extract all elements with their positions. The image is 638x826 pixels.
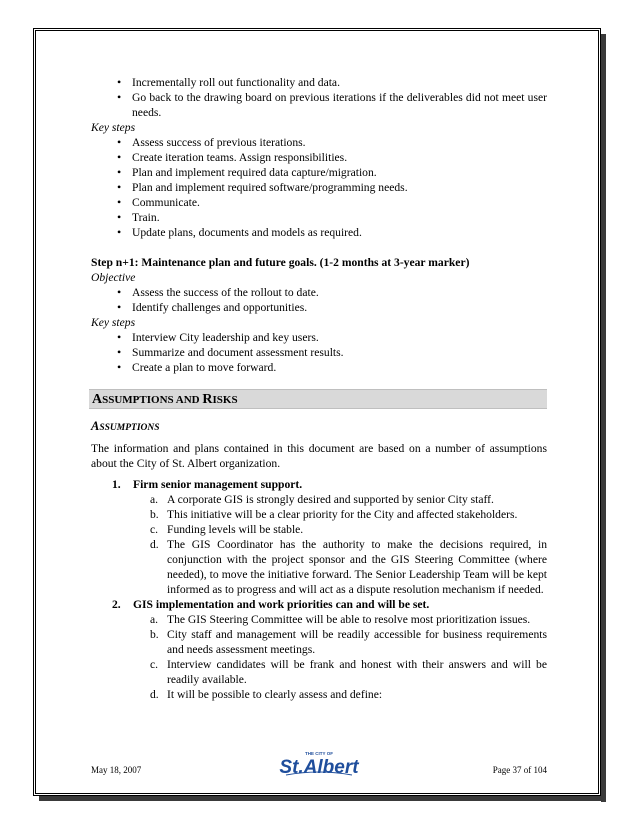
sub-item xyxy=(133,492,547,507)
list-item: • Identify challenges and opportunities. xyxy=(91,300,547,315)
list-item: • Plan and implement required data capture/migration. xyxy=(91,165,547,180)
list-item: • Create iteration teams. Assign responsibilities. xyxy=(91,150,547,165)
list-item: • Go back to the drawing board on previous iterations if the deliverables did not meet user needs. xyxy=(91,90,547,120)
list-item: • Summarize and document assessment results. xyxy=(91,345,547,360)
sub-item-letter: c. xyxy=(150,658,159,671)
assumption-title: Firm senior management support. xyxy=(133,478,303,491)
subsection-heading xyxy=(91,419,547,436)
assumption-number: 1. xyxy=(112,478,121,491)
sub-item-text: City staff and management will be readily accessible for business requirements and needs assessment meetings. xyxy=(167,628,547,656)
objective-list xyxy=(91,285,547,315)
objective-label: Objective xyxy=(91,271,136,284)
footer-page-number: Page 37 of 104 xyxy=(492,765,547,775)
assumption-sublist xyxy=(133,492,547,597)
section-heading-cap: R xyxy=(202,392,213,407)
sub-item-text: It will be possible to clearly assess and define: xyxy=(167,688,383,701)
sub-item xyxy=(133,612,547,627)
assumption-number: 2. xyxy=(112,598,121,611)
intro-paragraph: The information and plans contained in this document are based on a number of assumptions about the City of St. Albert organization. xyxy=(91,442,547,470)
sub-item-text: The GIS Coordinator has the authority to make the decisions required, in conjunction with the project sponsor and the GIS Steering Committee (where needed), to move the initiative forward. The Senior Leadership Team will be kept informed as to progress and will act as a dispute resolution mechanism if needed. xyxy=(167,538,547,596)
list-item: • Assess success of previous iterations. xyxy=(91,135,547,150)
step-heading: Step n+1: Maintenance plan and future goals. (1-2 months at 3-year marker) xyxy=(91,256,470,269)
assumption-item xyxy=(91,477,547,597)
top-bullet-list xyxy=(91,75,547,120)
sub-item-text: The GIS Steering Committee will be able to resolve most prioritization issues. xyxy=(167,613,531,626)
logo-small-text: THE CITY OF xyxy=(305,751,333,756)
list-item: • Train. xyxy=(91,210,547,225)
list-item: • Update plans, documents and models as required. xyxy=(91,225,547,240)
sub-item xyxy=(133,687,547,702)
assumption-sublist xyxy=(133,612,547,702)
sub-item-text: Funding levels will be stable. xyxy=(167,523,304,536)
sub-item xyxy=(133,537,547,597)
sub-item-letter: d. xyxy=(150,538,159,551)
list-item: • Create a plan to move forward. xyxy=(91,360,547,375)
sub-item xyxy=(133,627,547,657)
key-steps-label: Key steps xyxy=(91,316,136,329)
list-item: • Communicate. xyxy=(91,195,547,210)
subsection-heading-cap: A xyxy=(91,419,100,433)
sub-item-text: This initiative will be a clear priority for the City and affected stakeholders. xyxy=(167,508,518,521)
sub-item-letter: a. xyxy=(150,613,159,626)
subsection-heading-text: SSUMPTIONS xyxy=(99,423,160,433)
section-heading xyxy=(89,389,547,409)
sub-item-letter: b. xyxy=(150,508,159,521)
sub-item xyxy=(133,507,547,522)
list-item: • Assess the success of the rollout to date. xyxy=(91,285,547,300)
section-heading-cap: A xyxy=(92,392,103,407)
page-shadow xyxy=(601,34,606,802)
sub-item-letter: b. xyxy=(150,628,159,641)
key-steps-label: Key steps xyxy=(91,121,136,134)
sub-item-letter: c. xyxy=(150,523,159,536)
st-albert-logo xyxy=(278,749,360,777)
list-item: • Plan and implement required software/programming needs. xyxy=(91,180,547,195)
list-item: • Incrementally roll out functionality and data. xyxy=(91,75,547,90)
section-heading-text: ISKS xyxy=(212,394,238,406)
document-body xyxy=(91,75,547,702)
assumption-item xyxy=(91,597,547,702)
assumptions-list xyxy=(91,477,547,702)
sub-item-text: Interview candidates will be frank and honest with their answers and will be readily available. xyxy=(167,658,547,686)
sub-item xyxy=(133,657,547,687)
sub-item-text: A corporate GIS is strongly desired and supported by senior City staff. xyxy=(167,493,494,506)
page-shadow xyxy=(39,796,606,801)
sub-item xyxy=(133,522,547,537)
section-heading-text: SSUMPTIONS AND xyxy=(102,394,203,406)
sub-item-letter: d. xyxy=(150,688,159,701)
logo-main-text: St.Albert xyxy=(279,757,359,777)
sub-item-letter: a. xyxy=(150,493,159,506)
list-item: • Interview City leadership and key users. xyxy=(91,330,547,345)
assumption-title: GIS implementation and work priorities can and will be set. xyxy=(133,598,430,611)
key-steps-list xyxy=(91,135,547,240)
footer-date: May 18, 2007 xyxy=(91,765,142,775)
key-steps-list xyxy=(91,330,547,375)
